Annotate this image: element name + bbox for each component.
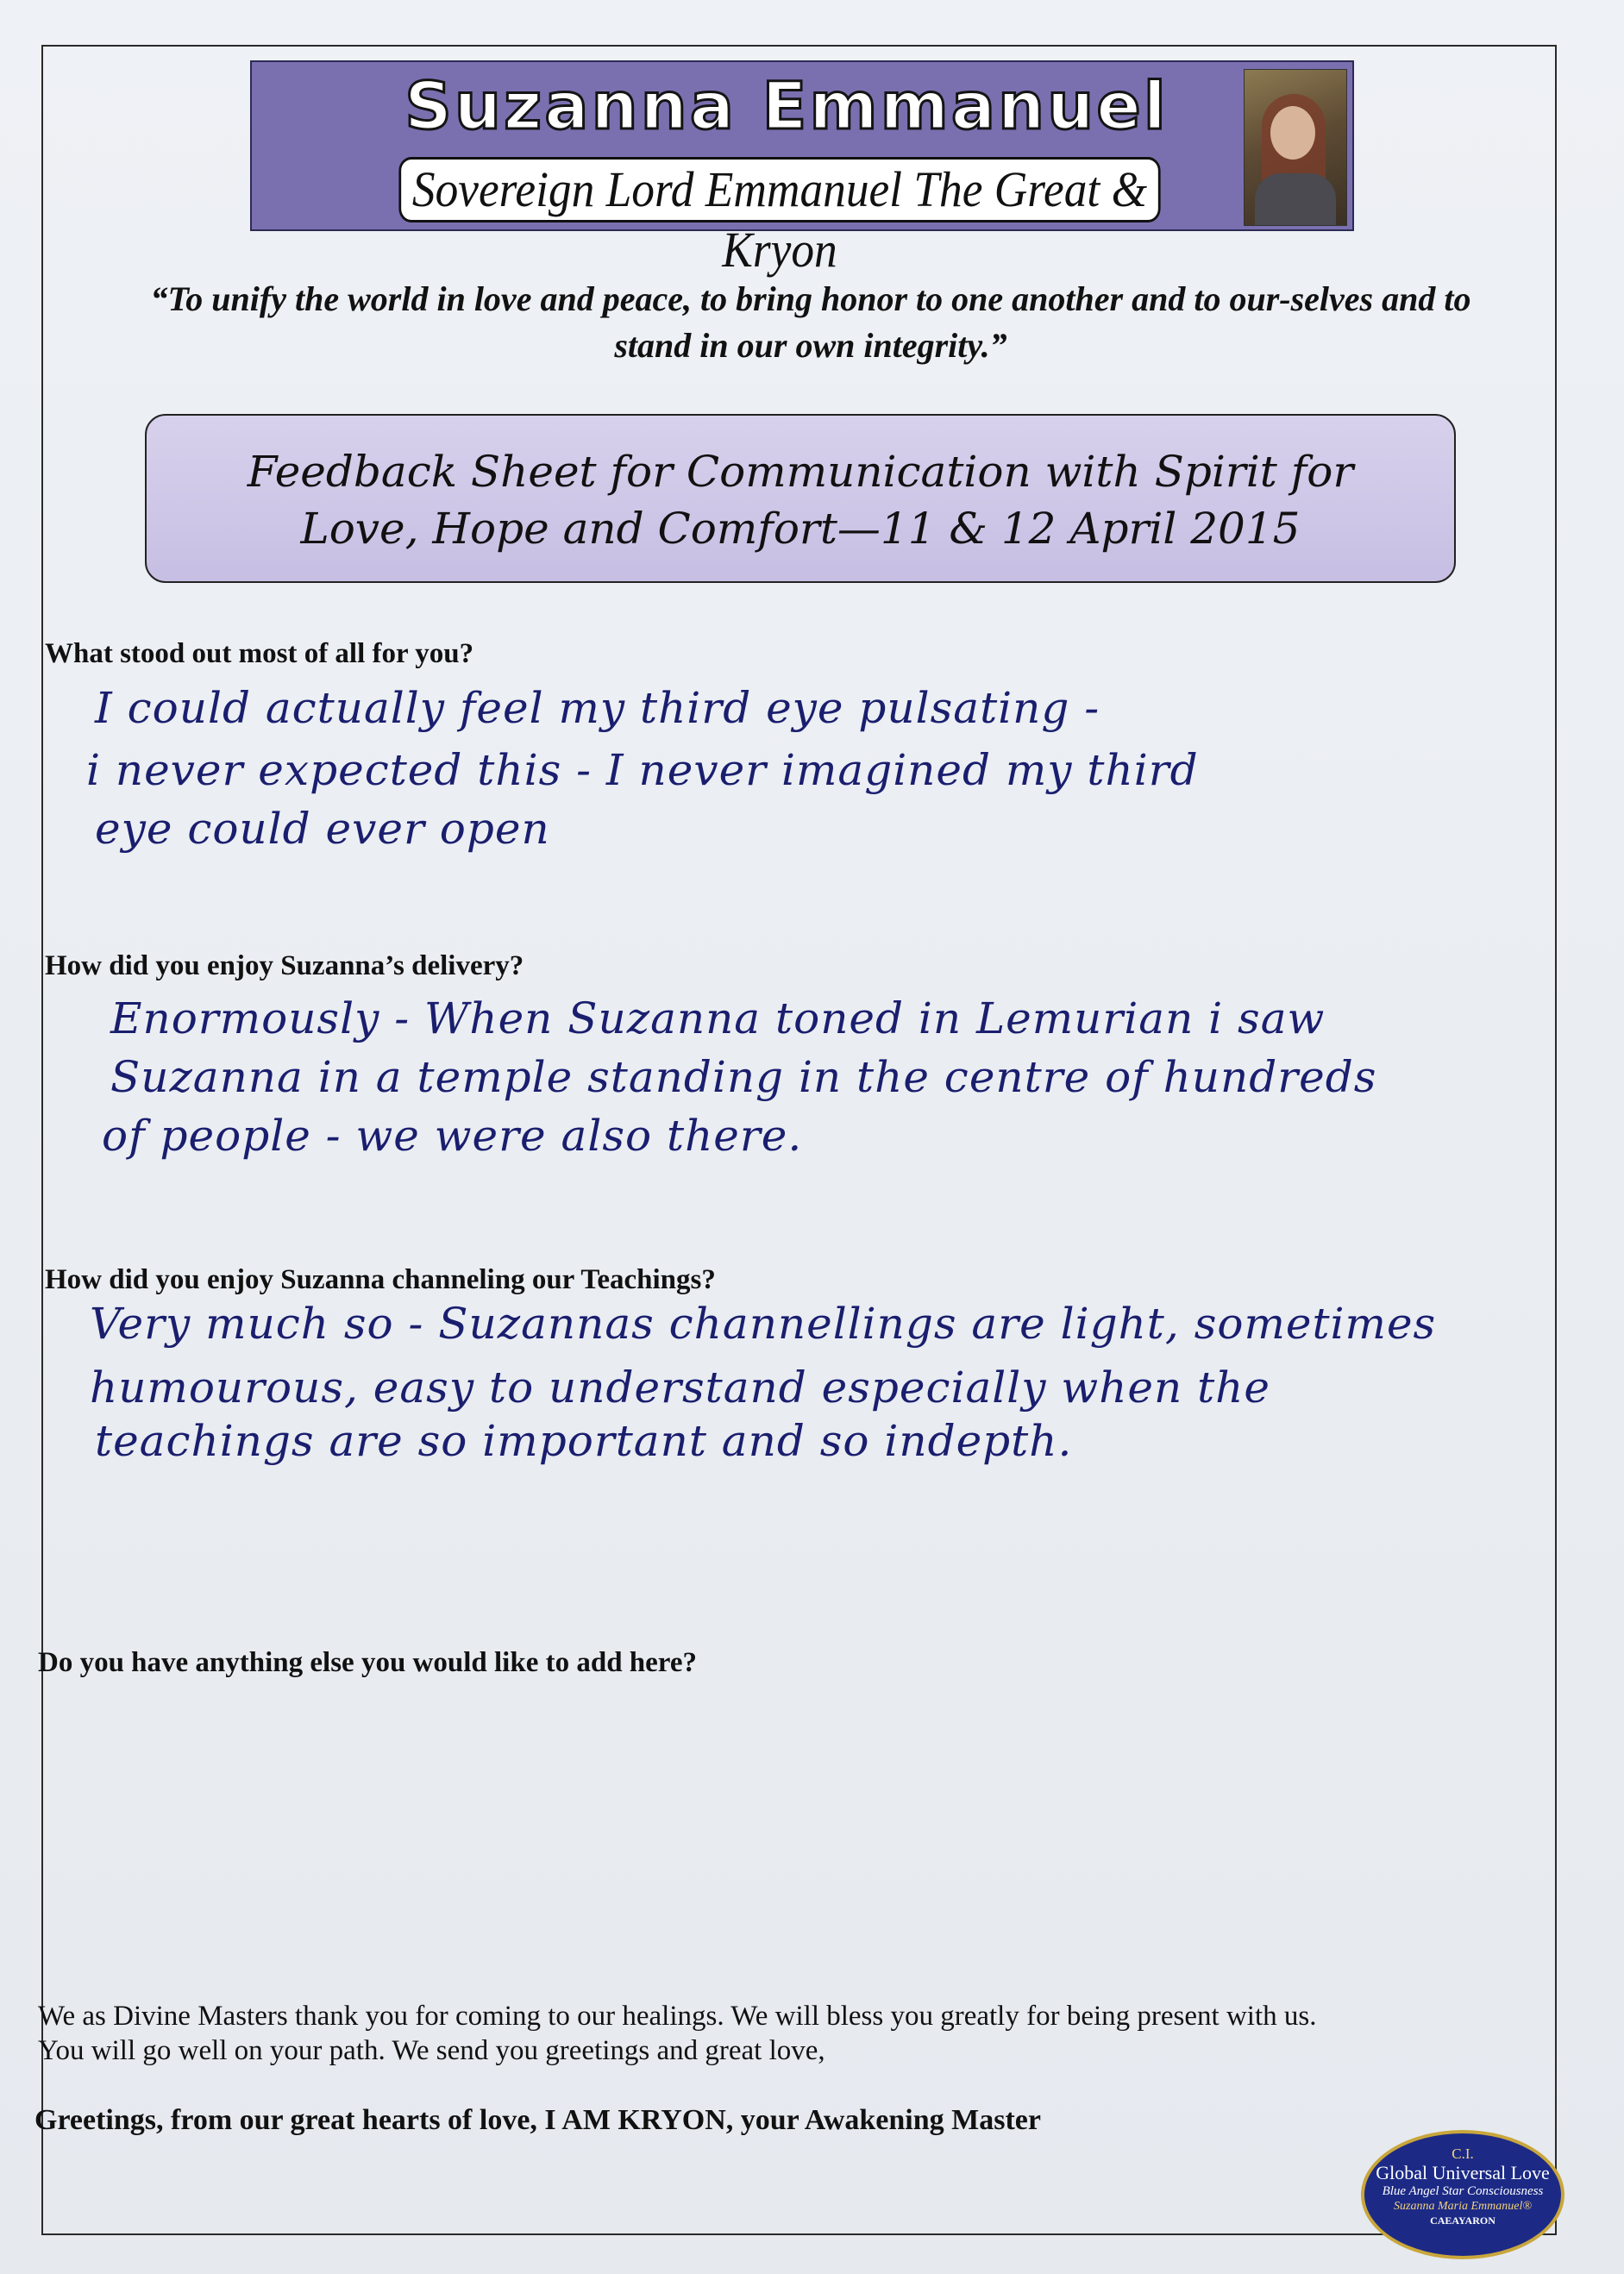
question-1: What stood out most of all for you?: [45, 638, 474, 669]
answer-2-line-2: Suzanna in a temple standing in the centre of hundreds: [110, 1052, 1377, 1102]
closing-line-1: We as Divine Masters thank you for coming to our healings. We will bless you greatly for being present with us.: [38, 2001, 1317, 2032]
question-2: How did you enjoy Suzanna’s delivery?: [45, 950, 524, 981]
banner-name: Suzanna Emmanuel: [404, 67, 1169, 144]
organization-seal: [1361, 2130, 1564, 2259]
answer-1-line-3: eye could ever open: [95, 804, 550, 854]
closing-line-2: You will go well on your path. We send you greetings and great love,: [38, 2035, 825, 2066]
question-4: Do you have anything else you would like to add here?: [38, 1647, 697, 1678]
portrait-photo: [1244, 69, 1347, 226]
answer-3-line-1: Very much so - Suzannas channellings are light, sometimes: [90, 1299, 1437, 1349]
closing-paragraph: [38, 1999, 1573, 2068]
answer-3-line-3: teachings are so important and so indepth.: [95, 1416, 1073, 1466]
seal-line-4: CAEAYARON: [1430, 2214, 1495, 2227]
answer-2-line-3: of people - we were also there.: [102, 1111, 803, 1161]
seal-line-2: Blue Angel Star Consciousness: [1382, 2184, 1544, 2198]
banner-subtitle: Sovereign Lord Emmanuel The Great & Kryon: [398, 157, 1160, 222]
answer-1-line-1: I could actually feel my third eye pulsating -: [95, 683, 1100, 733]
feedback-title-line-1: Feedback Sheet for Communication with Spirit for: [247, 447, 1354, 497]
header-banner: [250, 60, 1354, 278]
seal-line-1: Global Universal Love: [1376, 2162, 1550, 2183]
seal-line-3: Suzanna Maria Emmanuel®: [1394, 2200, 1532, 2213]
answer-3-line-2: humourous, easy to understand especially when the: [90, 1363, 1270, 1413]
mission-statement: “To unify the world in love and peace, to bring honor to one another and to our-selves and to stand in our own integrity.”: [150, 279, 1471, 365]
question-3: How did you enjoy Suzanna channeling our Teachings?: [45, 1264, 716, 1295]
answer-2-line-1: Enormously - When Suzanna toned in Lemurian i saw: [110, 993, 1326, 1043]
feedback-title-box: [145, 414, 1456, 583]
seal-top: C.I.: [1452, 2146, 1474, 2162]
feedback-title: [147, 443, 1454, 557]
feedback-title-line-2: Love, Hope and Comfort—11 & 12 April 2015: [300, 504, 1301, 554]
signoff: Greetings, from our great hearts of love, I AM KRYON, your Awakening Master: [34, 2104, 1041, 2136]
answer-1-line-2: i never expected this - I never imagined my third: [86, 745, 1199, 795]
